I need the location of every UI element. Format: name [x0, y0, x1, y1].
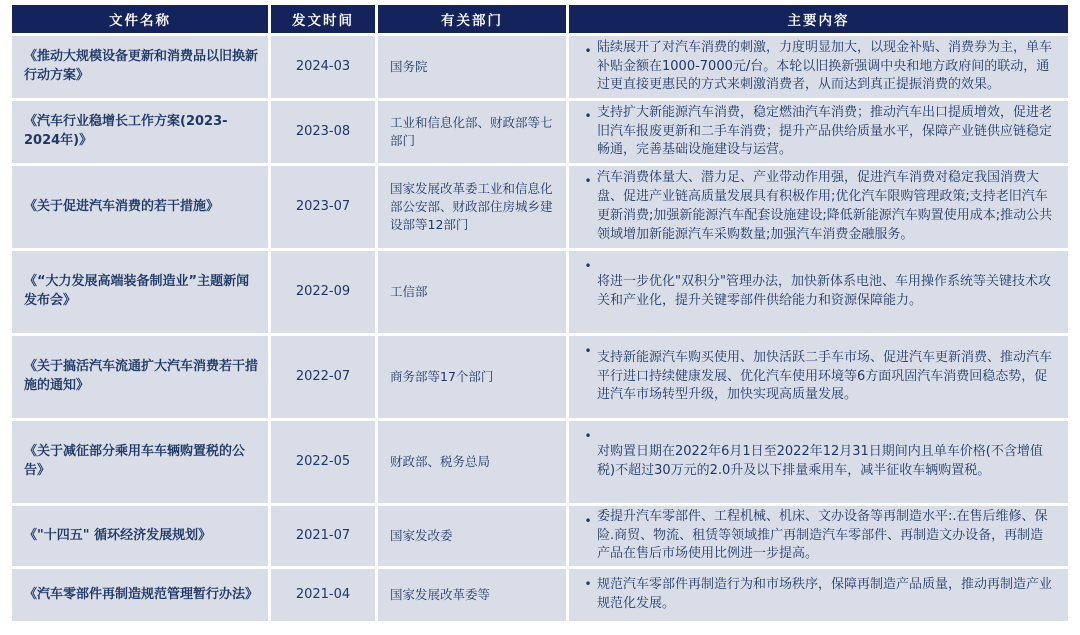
bullet-icon: •: [584, 577, 592, 591]
table-row-department: 国家发改委: [378, 506, 566, 566]
table-row-document-name: 《"十四五" 循环经济发展规划》: [12, 506, 268, 566]
bullet-icon: •: [584, 109, 592, 123]
table-row-document-name: 《关于搞活汽车流通扩大汽车消费若干措施的通知》: [12, 336, 268, 418]
column-header-main-content: 主要内容: [569, 5, 1068, 33]
main-content-text: 汽车消费体量大、潜力足、产业带动作用强，促进汽车消费对稳定我国消费大盘、促进产业链高质量发展具有积极作用;优化汽车限购管理政策;支持老旧汽车更新消费;加强新能源汽车配套设施建设;降低新能源汽车购置使用成本;推动公共领域增加新能源汽车采购数量;加强汽车消费金融服务。: [597, 170, 1053, 242]
table-row-issue-date: 2023-08: [271, 101, 375, 163]
table-row-document-name: 《汽车行业稳增长工作方案(2023-2024年)》: [12, 101, 268, 163]
table-row-main-content: [569, 101, 1068, 163]
bullet-icon: •: [584, 514, 592, 528]
table-row-main-content: [569, 251, 1068, 333]
table-row-document-name: 《汽车零部件再制造规范管理暂行办法》: [12, 569, 268, 621]
table-row-main-content: [569, 36, 1068, 98]
bullet-icon: •: [584, 259, 592, 273]
bullet-icon: •: [584, 429, 592, 443]
table-row-department: 国务院: [378, 36, 566, 98]
table-row-department: 国家发展改革委工业和信息化部公安部、财政部住房城乡建设部等12部门: [378, 166, 566, 248]
table-row-main-content: [569, 336, 1068, 418]
table-row-issue-date: 2022-07: [271, 336, 375, 418]
table-row-issue-date: 2022-09: [271, 251, 375, 333]
main-content-text: 对购置日期在2022年6月1日至2022年12月31日期间内且单车价格(不含增值税)不超过30万元的2.0升及以下排量乘用车，减半征收车辆购置税。: [597, 444, 1043, 478]
table-row-main-content: [569, 569, 1068, 621]
table-row-issue-date: 2023-07: [271, 166, 375, 248]
table-row-department: 国家发展改革委等: [378, 569, 566, 621]
column-header-document-name: 文件名称: [12, 5, 268, 33]
table-row-main-content: [569, 166, 1068, 248]
table-row-department: 工信部: [378, 251, 566, 333]
table-row-issue-date: 2021-04: [271, 569, 375, 621]
table-row-document-name: 《关于减征部分乘用车车辆购置税的公告》: [12, 421, 268, 503]
main-content-text: 支持新能源汽车购买使用、加快活跃二手车市场、促进汽车更新消费、推动汽车平行进口持续健康发展、优化汽车使用环境等6方面巩固汽车消费回稳态势，促进汽车市场转型升级，加快实现高质量发展。: [597, 349, 1053, 403]
table-row-document-name: 《关于促进汽车消费的若干措施》: [12, 166, 268, 248]
table-row-department: 商务部等17个部门: [378, 336, 566, 418]
table-row-main-content: [569, 506, 1068, 566]
main-content-text: 规范汽车零部件再制造行为和市场秩序，保障再制造产品质量，推动再制造产业规范化发展。: [597, 577, 1053, 611]
policy-table: [12, 5, 1068, 621]
bullet-icon: •: [584, 44, 592, 58]
table-row-issue-date: 2021-07: [271, 506, 375, 566]
main-content-text: 支持扩大新能源汽车消费，稳定燃油汽车消费；推动汽车出口提质增效，促进老旧汽车报废更新和二手车消费；提升产品供给质量水平，保障产业链供应链稳定畅通，完善基础设施建设与运营。: [597, 104, 1053, 158]
column-header-department: 有关部门: [378, 5, 566, 33]
table-row-document-name: 《推动大规模设备更新和消费品以旧换新行动方案》: [12, 36, 268, 98]
main-content-text: 将进一步优化"双积分"管理办法，加快新体系电池、车用操作系统等关键技术攻关和产业化，提升关键零部件供给能力和资源保障能力。: [597, 274, 1051, 308]
bullet-icon: •: [584, 174, 592, 188]
table-row-main-content: [569, 421, 1068, 503]
table-row-issue-date: 2024-03: [271, 36, 375, 98]
bullet-icon: •: [584, 344, 592, 358]
table-row-department: 工业和信息化部、财政部等七部门: [378, 101, 566, 163]
main-content-text: 陆续展开了对汽车消费的刺激，力度明显加大，以现金补贴、消费券为主，单车补贴金额在1000-7000元/台。本轮以旧换新强调中央和地方政府间的联动，通过更直接更惠民的方式来刺激消费者，从而达到真正提振消费的效果。: [597, 39, 1053, 93]
column-header-issue-date: 发文时间: [271, 5, 375, 33]
table-row-department: 财政部、税务总局: [378, 421, 566, 503]
table-row-document-name: 《“大力发展高端装备制造业”主题新闻发布会》: [12, 251, 268, 333]
table-row-issue-date: 2022-05: [271, 421, 375, 503]
main-content-text: 委提升汽车零部件、工程机械、机床、文办设备等再制造水平:.在售后维修、保险.商贸、物流、租赁等领域推广再制造汽车零部件、再制造文办设备，再制造产品在售后市场使用比例进一步提高。: [597, 508, 1048, 562]
